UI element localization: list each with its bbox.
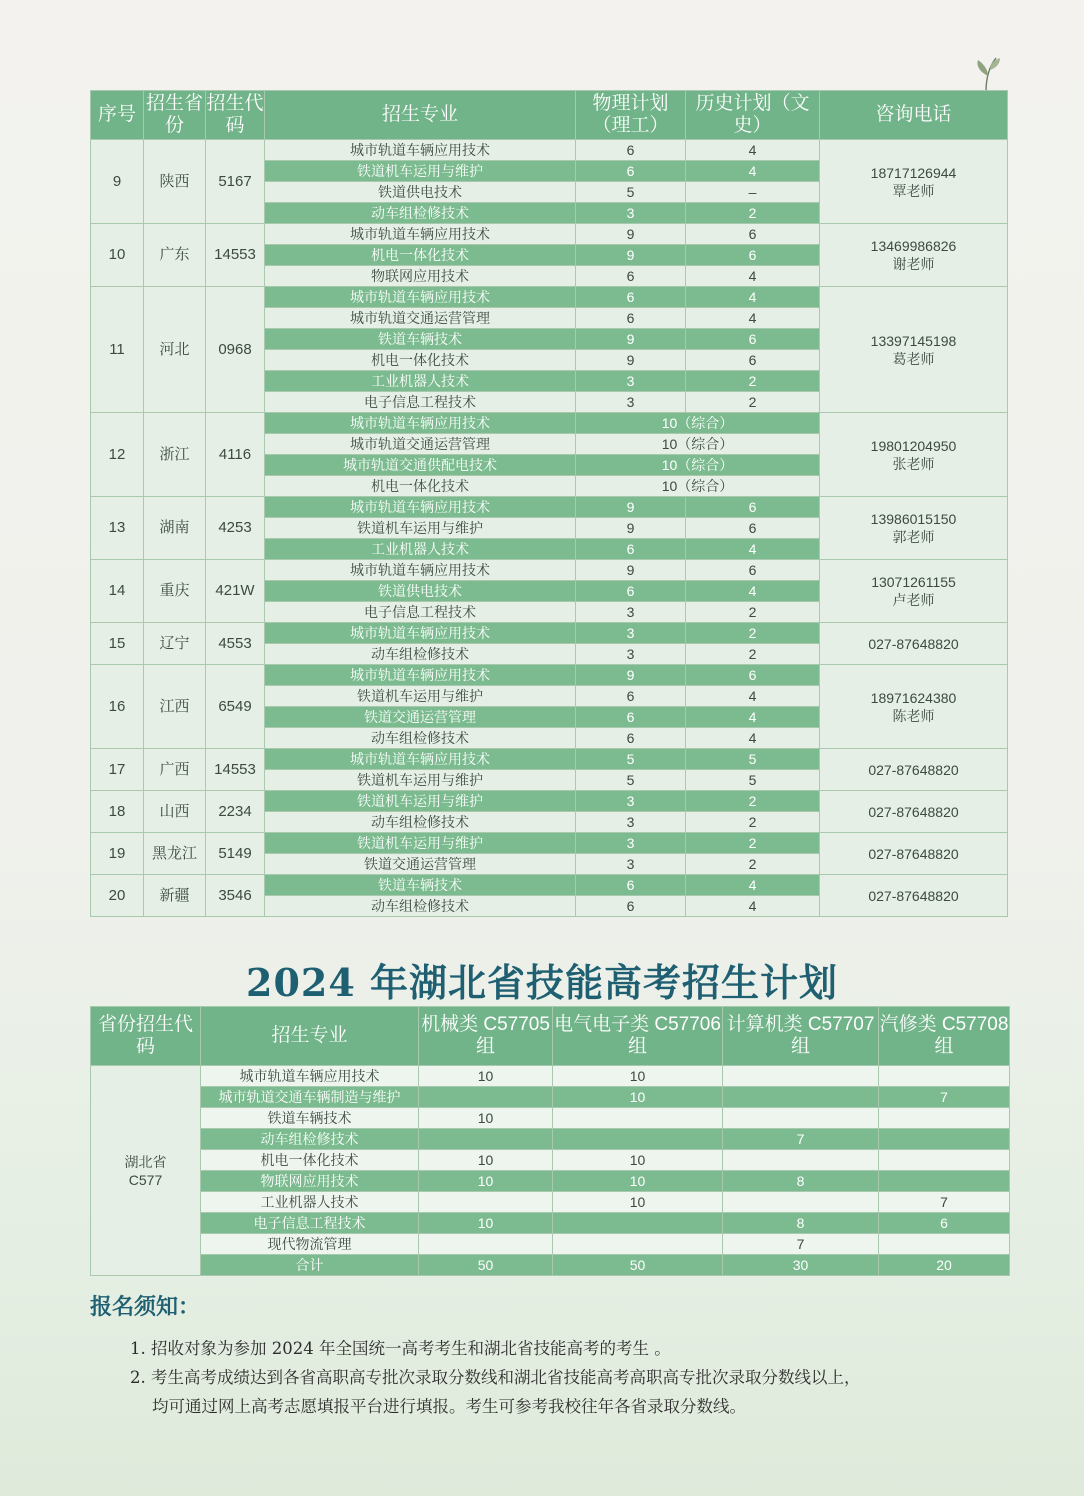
phone-cell — [820, 875, 1008, 917]
major-cell: 铁道机车运用与维护 — [265, 833, 576, 854]
major-cell: 动车组检修技术 — [265, 644, 576, 665]
phone-cell — [820, 665, 1008, 749]
history-plan-cell: 2 — [686, 812, 820, 833]
history-plan-cell: 2 — [686, 644, 820, 665]
header-major: 招生专业 — [201, 1007, 419, 1066]
major-cell: 动车组检修技术 — [201, 1129, 419, 1150]
total-row — [91, 1255, 1010, 1276]
physics-plan-cell: 3 — [576, 644, 686, 665]
electrical-cell: 50 — [553, 1255, 723, 1276]
seq-cell: 14 — [91, 560, 144, 623]
physics-plan-cell: 6 — [576, 686, 686, 707]
notice-item: 均可通过网上高考志愿填报平台进行填报。考生可参考我校往年各省录取分数线。 — [152, 1397, 746, 1416]
table-row — [91, 1087, 1010, 1108]
auto-repair-cell — [879, 1108, 1010, 1129]
history-plan-cell: 6 — [686, 497, 820, 518]
physics-plan-cell: 3 — [576, 371, 686, 392]
code-cell: 3546 — [206, 875, 265, 917]
physics-plan-cell: 6 — [576, 140, 686, 161]
major-cell: 城市轨道车辆应用技术 — [265, 623, 576, 644]
major-cell: 机电一体化技术 — [265, 245, 576, 266]
history-plan-cell: 4 — [686, 581, 820, 602]
major-cell: 城市轨道交通运营管理 — [265, 308, 576, 329]
province-cell: 湖南 — [144, 497, 206, 560]
seq-cell: 13 — [91, 497, 144, 560]
auto-repair-cell — [879, 1234, 1010, 1255]
history-plan-cell: 6 — [686, 245, 820, 266]
teacher-name: 覃老师 — [892, 182, 935, 199]
teacher-name: 卢老师 — [892, 592, 935, 608]
combined-plan-cell: 10（综合） — [576, 455, 820, 476]
physics-plan-cell: 6 — [576, 875, 686, 896]
seq-cell: 20 — [91, 875, 144, 917]
code-cell: 4116 — [206, 413, 265, 497]
major-cell: 城市轨道车辆应用技术 — [265, 140, 576, 161]
province-cell: 江西 — [144, 665, 206, 749]
phone-cell — [820, 413, 1008, 497]
mechanical-cell: 10 — [419, 1108, 553, 1129]
table-header-row — [91, 91, 1008, 140]
major-cell: 铁道车辆技术 — [265, 875, 576, 896]
electrical-cell: 10 — [553, 1150, 723, 1171]
physics-plan-cell: 6 — [576, 581, 686, 602]
header-auto-repair: 汽修类 C57708 组 — [879, 1007, 1010, 1066]
phone-number: 18971624380 — [870, 689, 957, 706]
history-plan-cell: 6 — [686, 350, 820, 371]
computer-cell — [723, 1192, 879, 1213]
major-cell: 城市轨道车辆应用技术 — [265, 224, 576, 245]
code-cell: 5149 — [206, 833, 265, 875]
phone-number: 18717126944 — [870, 164, 957, 181]
code-cell: 14553 — [206, 749, 265, 791]
section-title: 2024 年湖北省技能高考招生计划 — [246, 960, 838, 1005]
major-cell: 铁道交通运营管理 — [265, 707, 576, 728]
phone-number: 13071261155 — [871, 574, 956, 590]
notice-item: 1. 招收对象为参加 2024 年全国统一高考考生和湖北省技能高考的考生 。 — [130, 1339, 671, 1358]
major-cell: 铁道机车运用与维护 — [265, 686, 576, 707]
auto-repair-cell — [879, 1150, 1010, 1171]
table-row — [91, 1171, 1010, 1192]
computer-cell — [723, 1087, 879, 1108]
physics-plan-cell: 9 — [576, 245, 686, 266]
major-cell: 铁道供电技术 — [265, 581, 576, 602]
computer-cell: 8 — [723, 1213, 879, 1234]
physics-plan-cell: 6 — [576, 287, 686, 308]
province-cell: 山西 — [144, 791, 206, 833]
computer-cell: 7 — [723, 1129, 879, 1150]
seq-cell: 17 — [91, 749, 144, 791]
major-cell: 工业机器人技术 — [201, 1192, 419, 1213]
seq-cell: 10 — [91, 224, 144, 287]
mechanical-cell — [419, 1192, 553, 1213]
major-cell: 铁道车辆技术 — [201, 1108, 419, 1129]
table-row — [91, 1066, 1010, 1087]
history-plan-cell: 6 — [686, 329, 820, 350]
major-cell: 城市轨道车辆应用技术 — [265, 749, 576, 770]
computer-cell — [723, 1108, 879, 1129]
history-plan-cell: 4 — [686, 161, 820, 182]
notice-list — [130, 1334, 1010, 1421]
major-cell: 工业机器人技术 — [265, 371, 576, 392]
physics-plan-cell: 6 — [576, 539, 686, 560]
table-row — [91, 1234, 1010, 1255]
mechanical-cell: 10 — [419, 1150, 553, 1171]
mechanical-cell — [419, 1234, 553, 1255]
major-cell: 电子信息工程技术 — [265, 602, 576, 623]
header-electrical: 电气电子类 C57706 组 — [553, 1007, 723, 1066]
mechanical-cell: 50 — [419, 1255, 553, 1276]
major-cell: 工业机器人技术 — [265, 539, 576, 560]
computer-cell: 30 — [723, 1255, 879, 1276]
header-province-code: 省份招生代码 — [91, 1007, 201, 1066]
major-cell: 铁道交通运营管理 — [265, 854, 576, 875]
auto-repair-cell: 6 — [879, 1213, 1010, 1234]
seq-cell: 15 — [91, 623, 144, 665]
table-header-row — [91, 1007, 1010, 1066]
history-plan-cell: 4 — [686, 686, 820, 707]
major-cell: 电子信息工程技术 — [265, 392, 576, 413]
electrical-cell: 10 — [553, 1192, 723, 1213]
electrical-cell: 10 — [553, 1087, 723, 1108]
table-row — [91, 791, 1008, 812]
major-cell: 铁道供电技术 — [265, 182, 576, 203]
electrical-cell — [553, 1213, 723, 1234]
provincial-enrollment-table — [90, 90, 1008, 917]
major-cell: 城市轨道车辆应用技术 — [265, 560, 576, 581]
history-plan-cell: 4 — [686, 707, 820, 728]
auto-repair-cell: 20 — [879, 1255, 1010, 1276]
code-cell: 4553 — [206, 623, 265, 665]
province-cell: 河北 — [144, 287, 206, 413]
phone-number: 13469986826 — [870, 238, 957, 254]
table-row — [91, 623, 1008, 644]
physics-plan-cell: 3 — [576, 602, 686, 623]
header-phone: 咨询电话 — [820, 91, 1008, 140]
table-row — [91, 875, 1008, 896]
electrical-cell: 10 — [553, 1066, 723, 1087]
physics-plan-cell: 5 — [576, 182, 686, 203]
header-physics-plan: 物理计划（理工） — [576, 91, 686, 140]
phone-cell — [820, 560, 1008, 623]
table-row — [91, 497, 1008, 518]
seq-cell: 12 — [91, 413, 144, 497]
history-plan-cell: 2 — [686, 602, 820, 623]
history-plan-cell: 5 — [686, 749, 820, 770]
code-cell: 2234 — [206, 791, 265, 833]
phone-cell — [820, 833, 1008, 875]
major-cell: 铁道机车运用与维护 — [265, 791, 576, 812]
seq-cell: 18 — [91, 791, 144, 833]
code-cell: 421W — [206, 560, 265, 623]
province-cell: 广东 — [144, 224, 206, 287]
history-plan-cell: 4 — [686, 728, 820, 749]
physics-plan-cell: 5 — [576, 749, 686, 770]
province-cell: 浙江 — [144, 413, 206, 497]
auto-repair-cell: 7 — [879, 1087, 1010, 1108]
province-label: 湖北省 — [124, 1153, 167, 1170]
header-mechanical: 机械类 C57705 组 — [419, 1007, 553, 1066]
major-cell: 城市轨道交通运营管理 — [265, 434, 576, 455]
teacher-name: 陈老师 — [892, 707, 935, 724]
phone-cell — [820, 224, 1008, 287]
phone-cell — [820, 791, 1008, 833]
teacher-name: 葛老师 — [892, 350, 935, 367]
history-plan-cell: 4 — [686, 140, 820, 161]
table-row — [91, 413, 1008, 434]
code-cell: 4253 — [206, 497, 265, 560]
history-plan-cell: – — [686, 182, 820, 203]
computer-cell: 7 — [723, 1234, 879, 1255]
teacher-name: 郭老师 — [892, 529, 935, 545]
history-plan-cell: 2 — [686, 392, 820, 413]
table-row — [91, 833, 1008, 854]
major-cell: 城市轨道车辆应用技术 — [201, 1066, 419, 1087]
physics-plan-cell: 9 — [576, 497, 686, 518]
physics-plan-cell: 6 — [576, 308, 686, 329]
physics-plan-cell: 6 — [576, 161, 686, 182]
major-cell: 机电一体化技术 — [265, 476, 576, 497]
mechanical-cell — [419, 1087, 553, 1108]
header-computer: 计算机类 C57707 组 — [723, 1007, 879, 1066]
major-cell: 动车组检修技术 — [265, 896, 576, 917]
phone-number: 13397145198 — [870, 332, 957, 349]
history-plan-cell: 4 — [686, 266, 820, 287]
major-cell: 物联网应用技术 — [265, 266, 576, 287]
table-row — [91, 287, 1008, 308]
history-plan-cell: 6 — [686, 665, 820, 686]
auto-repair-cell: 7 — [879, 1192, 1010, 1213]
header-seq: 序号 — [91, 91, 144, 140]
major-cell: 合计 — [201, 1255, 419, 1276]
major-cell: 城市轨道交通供配电技术 — [265, 455, 576, 476]
header-province: 招生省份 — [144, 91, 206, 140]
phone-cell — [820, 287, 1008, 413]
major-cell: 机电一体化技术 — [265, 350, 576, 371]
mechanical-cell — [419, 1129, 553, 1150]
phone-number: 027-87648820 — [868, 887, 959, 904]
physics-plan-cell: 9 — [576, 518, 686, 539]
history-plan-cell: 4 — [686, 896, 820, 917]
table-row — [91, 1108, 1010, 1129]
mechanical-cell: 10 — [419, 1171, 553, 1192]
province-cell: 黑龙江 — [144, 833, 206, 875]
notice-item: 2. 考生高考成绩达到各省高职高专批次录取分数线和湖北省技能高考高职高专批次录取分数线以上， — [130, 1368, 861, 1387]
code-cell: 14553 — [206, 224, 265, 287]
major-cell: 铁道机车运用与维护 — [265, 770, 576, 791]
physics-plan-cell: 3 — [576, 812, 686, 833]
phone-number: 13986015150 — [870, 511, 957, 527]
physics-plan-cell: 3 — [576, 854, 686, 875]
major-cell: 物联网应用技术 — [201, 1171, 419, 1192]
major-cell: 城市轨道车辆应用技术 — [265, 287, 576, 308]
major-cell: 现代物流管理 — [201, 1234, 419, 1255]
province-cell: 新疆 — [144, 875, 206, 917]
combined-plan-cell: 10（综合） — [576, 434, 820, 455]
table-row — [91, 560, 1008, 581]
table-row — [91, 1192, 1010, 1213]
history-plan-cell: 2 — [686, 833, 820, 854]
seq-cell: 9 — [91, 140, 144, 224]
leaf-decoration-icon — [966, 54, 1006, 94]
auto-repair-cell — [879, 1129, 1010, 1150]
physics-plan-cell: 9 — [576, 329, 686, 350]
phone-cell — [820, 749, 1008, 791]
table-row — [91, 665, 1008, 686]
province-cell: 广西 — [144, 749, 206, 791]
history-plan-cell: 2 — [686, 203, 820, 224]
physics-plan-cell: 6 — [576, 728, 686, 749]
physics-plan-cell: 6 — [576, 896, 686, 917]
auto-repair-cell — [879, 1066, 1010, 1087]
combined-plan-cell: 10（综合） — [576, 476, 820, 497]
physics-plan-cell: 9 — [576, 350, 686, 371]
major-cell: 城市轨道车辆应用技术 — [265, 497, 576, 518]
physics-plan-cell: 9 — [576, 665, 686, 686]
history-plan-cell: 2 — [686, 623, 820, 644]
major-cell: 电子信息工程技术 — [201, 1213, 419, 1234]
major-cell: 铁道机车运用与维护 — [265, 161, 576, 182]
table-row — [91, 749, 1008, 770]
seq-cell: 19 — [91, 833, 144, 875]
major-cell: 城市轨道交通车辆制造与维护 — [201, 1087, 419, 1108]
phone-number: 027-87648820 — [868, 803, 959, 820]
major-cell: 机电一体化技术 — [201, 1150, 419, 1171]
phone-cell — [820, 497, 1008, 560]
history-plan-cell: 4 — [686, 875, 820, 896]
table-row — [91, 140, 1008, 161]
teacher-name: 张老师 — [892, 455, 935, 472]
table-row — [91, 1150, 1010, 1171]
major-cell: 动车组检修技术 — [265, 728, 576, 749]
computer-cell — [723, 1150, 879, 1171]
physics-plan-cell: 3 — [576, 392, 686, 413]
physics-plan-cell: 3 — [576, 833, 686, 854]
physics-plan-cell: 6 — [576, 707, 686, 728]
phone-cell — [820, 140, 1008, 224]
province-cell: 辽宁 — [144, 623, 206, 665]
history-plan-cell: 4 — [686, 539, 820, 560]
combined-plan-cell: 10（综合） — [576, 413, 820, 434]
major-cell: 铁道机车运用与维护 — [265, 518, 576, 539]
electrical-cell — [553, 1129, 723, 1150]
physics-plan-cell: 9 — [576, 224, 686, 245]
phone-number: 027-87648820 — [868, 635, 959, 652]
province-cell: 陕西 — [144, 140, 206, 224]
physics-plan-cell: 6 — [576, 266, 686, 287]
physics-plan-cell: 5 — [576, 770, 686, 791]
electrical-cell — [553, 1108, 723, 1129]
physics-plan-cell: 3 — [576, 203, 686, 224]
history-plan-cell: 2 — [686, 791, 820, 812]
header-code: 招生代码 — [206, 91, 265, 140]
phone-number: 027-87648820 — [868, 845, 959, 862]
major-cell: 动车组检修技术 — [265, 203, 576, 224]
hubei-enrollment-table — [90, 1006, 1010, 1276]
auto-repair-cell — [879, 1171, 1010, 1192]
code-cell: 5167 — [206, 140, 265, 224]
electrical-cell: 10 — [553, 1171, 723, 1192]
physics-plan-cell: 3 — [576, 623, 686, 644]
seq-cell: 16 — [91, 665, 144, 749]
computer-cell: 8 — [723, 1171, 879, 1192]
notice-title: 报名须知： — [90, 1295, 201, 1320]
phone-number: 19801204950 — [870, 437, 957, 454]
province-code: C577 — [128, 1171, 163, 1188]
major-cell: 铁道车辆技术 — [265, 329, 576, 350]
physics-plan-cell: 9 — [576, 560, 686, 581]
history-plan-cell: 4 — [686, 287, 820, 308]
mechanical-cell: 10 — [419, 1066, 553, 1087]
province-code-cell — [91, 1066, 201, 1276]
phone-number: 027-87648820 — [868, 761, 959, 778]
province-cell: 重庆 — [144, 560, 206, 623]
header-history-plan: 历史计划（文史） — [686, 91, 820, 140]
code-cell: 0968 — [206, 287, 265, 413]
major-cell: 城市轨道车辆应用技术 — [265, 665, 576, 686]
history-plan-cell: 6 — [686, 518, 820, 539]
computer-cell — [723, 1066, 879, 1087]
code-cell: 6549 — [206, 665, 265, 749]
history-plan-cell: 2 — [686, 854, 820, 875]
teacher-name: 谢老师 — [892, 256, 935, 272]
major-cell: 动车组检修技术 — [265, 812, 576, 833]
major-cell: 城市轨道车辆应用技术 — [265, 413, 576, 434]
phone-cell — [820, 623, 1008, 665]
history-plan-cell: 2 — [686, 371, 820, 392]
physics-plan-cell: 3 — [576, 791, 686, 812]
history-plan-cell: 5 — [686, 770, 820, 791]
seq-cell: 11 — [91, 287, 144, 413]
header-major: 招生专业 — [265, 91, 576, 140]
history-plan-cell: 4 — [686, 308, 820, 329]
mechanical-cell: 10 — [419, 1213, 553, 1234]
table-row — [91, 224, 1008, 245]
electrical-cell — [553, 1234, 723, 1255]
history-plan-cell: 6 — [686, 560, 820, 581]
history-plan-cell: 6 — [686, 224, 820, 245]
table-row — [91, 1213, 1010, 1234]
table-row — [91, 1129, 1010, 1150]
